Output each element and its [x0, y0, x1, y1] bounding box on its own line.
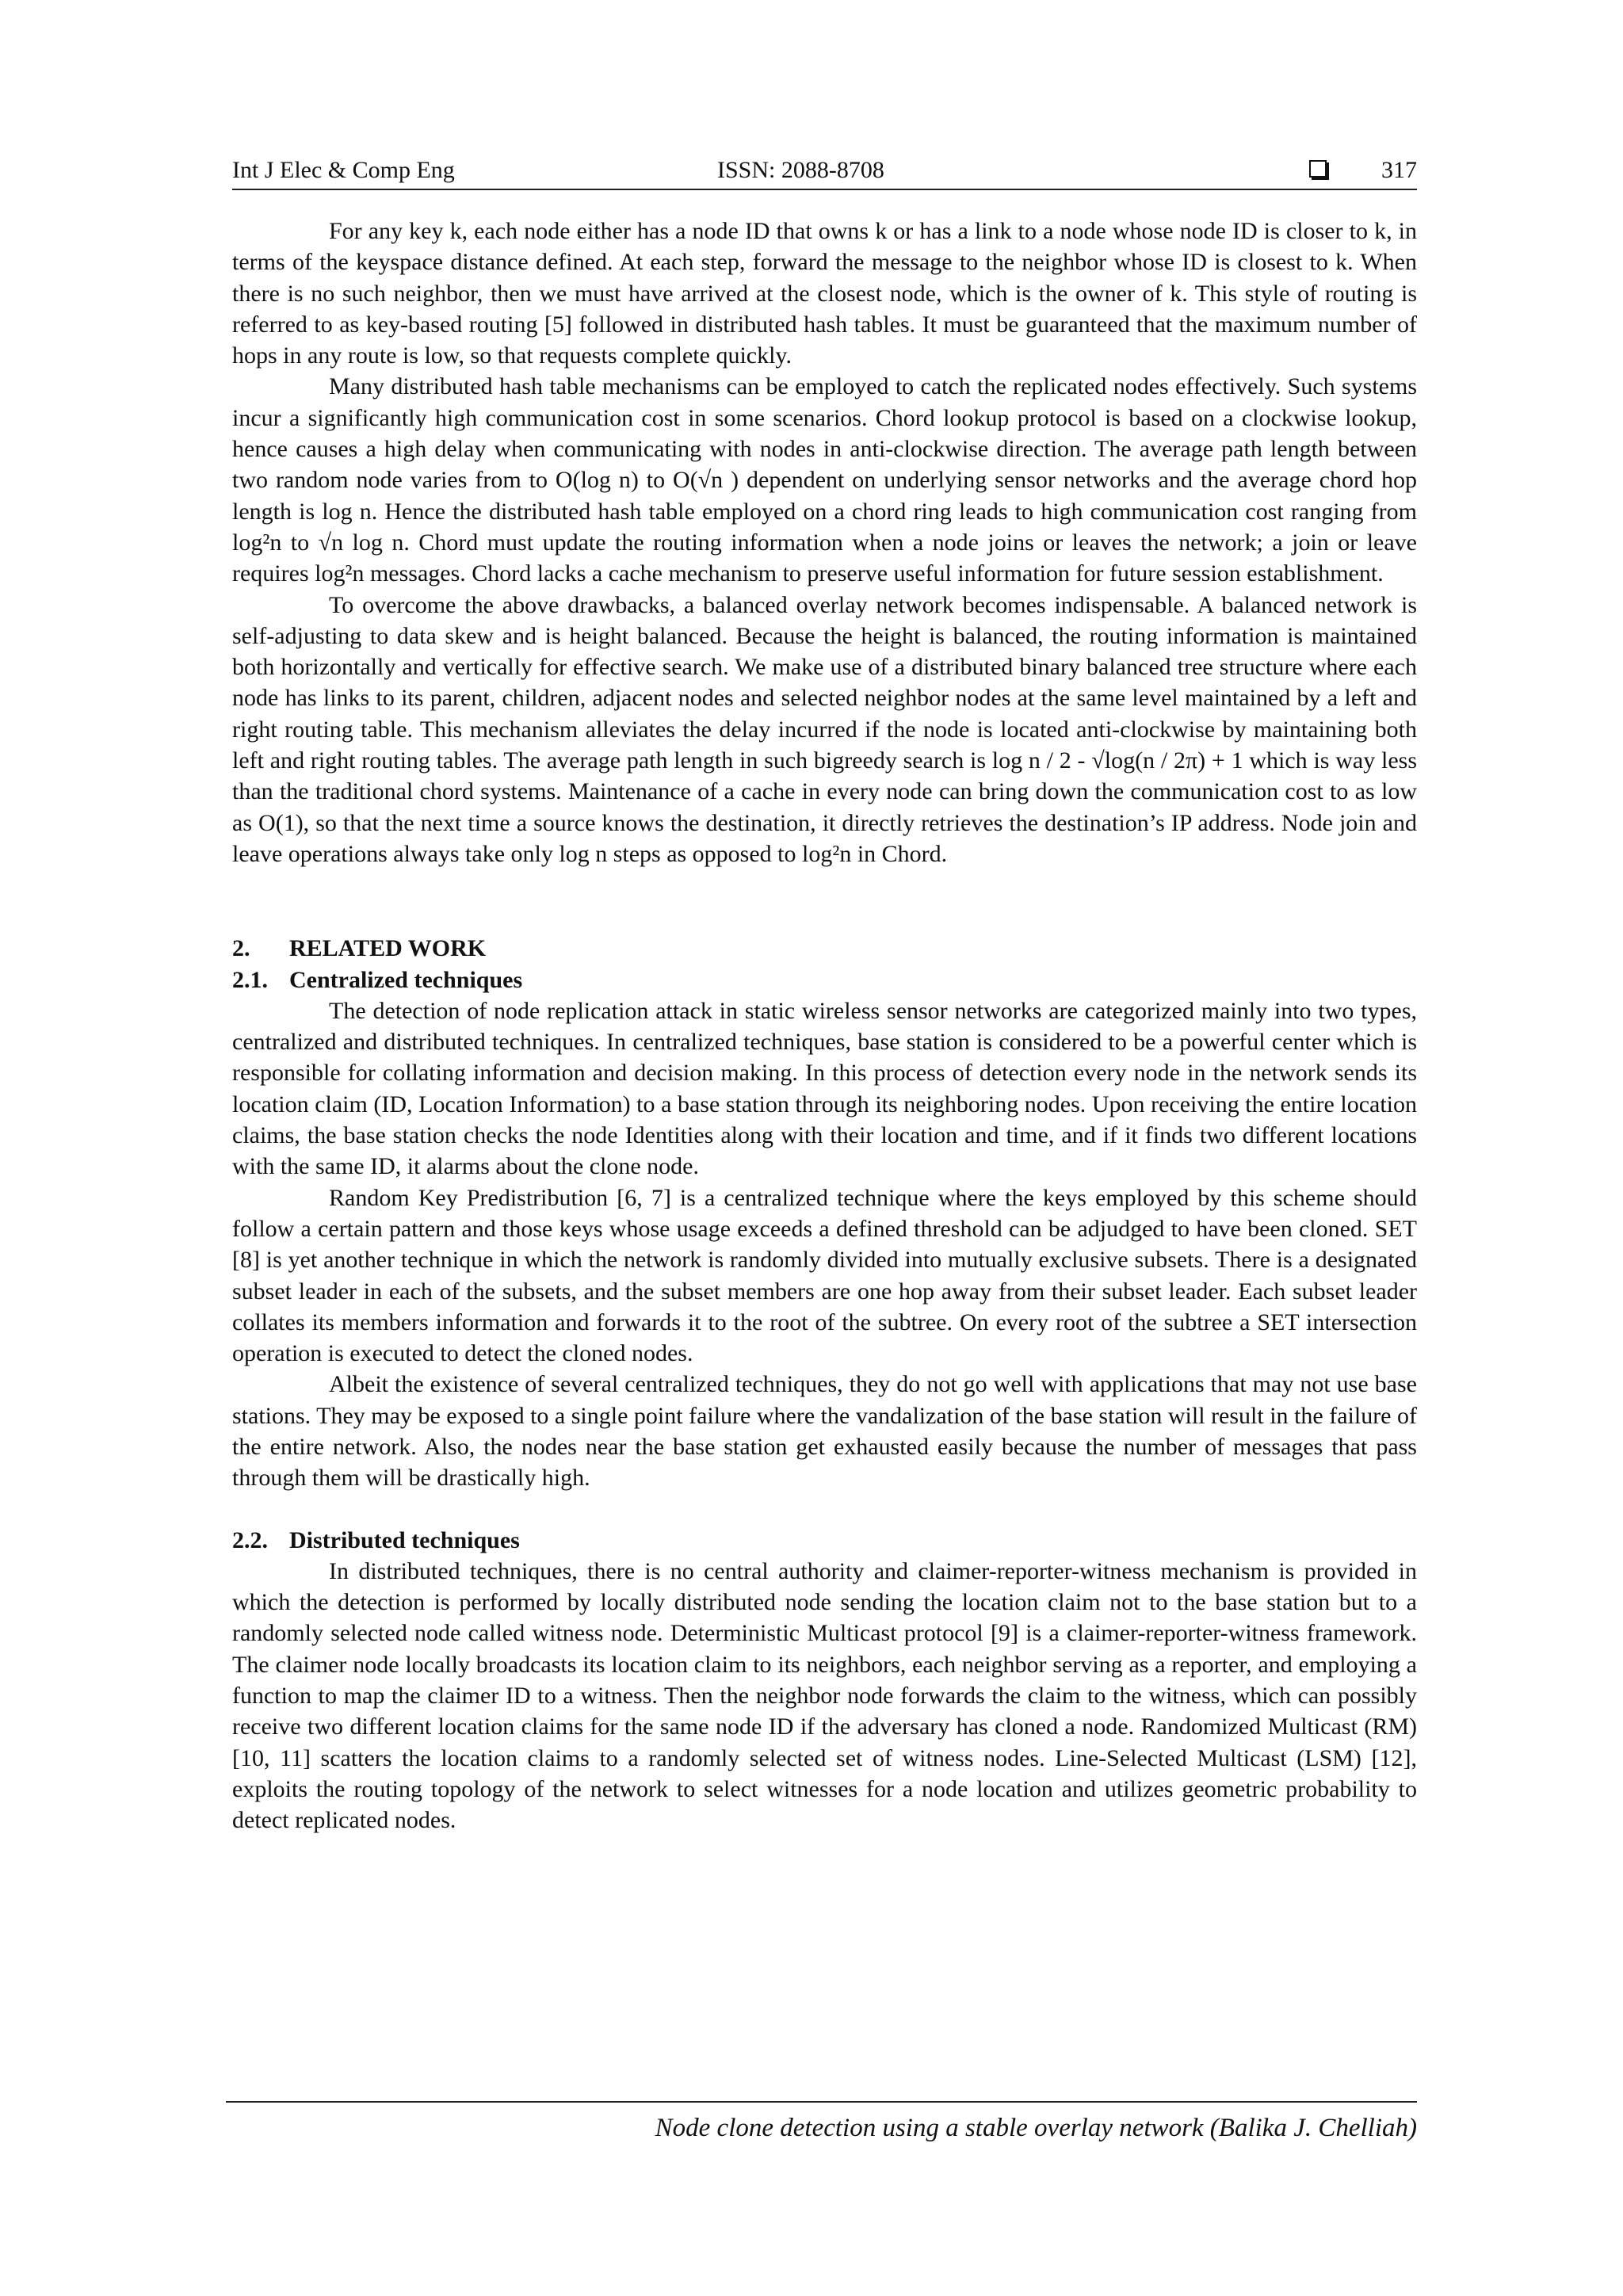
running-footer-title: Node clone detection using a stable overlay network (Balika J. Chelliah) — [655, 2114, 1417, 2142]
paragraph: In distributed techniques, there is no central authority and claimer-reporter-witness mechanism is provided in which the detection is performed by locally distributed node sending the location claim not to the base station but to a randomly selected node called witness node. Deterministic Multicast protocol [9] is a claimer-reporter-witness framework. The claimer node locally broadcasts its location claim to its neighbors, each neighbor serving as a reporter, and employing a function to map the claimer ID to a witness. Then the neighbor node forwards the claim to the witness, which can possibly receive two different location claims for the same node ID if the adversary has cloned a node. Randomized Multicast (RM) [10, 11] scatters the location claims to a randomly selected set of witness nodes. Line-Selected Multicast (LSM) [12], exploits the routing topology of the network to select witnesses for a node location and utilizes geometric probability to detect replicated nodes. — [232, 1557, 1417, 1834]
page-number: 317 — [1381, 157, 1417, 183]
paragraph: Albeit the existence of several centralized techniques, they do not go well with applications that may not use base stations. They may be exposed to a single point failure where the vandalization of the base station will result in the failure of the entire network. Also, the nodes near the base station get exhausted easily because the number of messages that pass through them will be drastically high. — [232, 1371, 1417, 1492]
subsection-heading-centralized — [232, 965, 1417, 995]
hollow-square-bullet-icon — [1309, 160, 1327, 178]
paragraph: Many distributed hash table mechanisms can be employed to catch the replicated nodes effectively. Such systems incur a significantly high communication cost in some scenarios. Chord lookup protocol is based on a clockwise lookup, hence causes a high delay when communicating with nodes in anti-clockwise direction. The average path length between two random node varies from to O(log n) to O(√n ) dependent on underlying sensor networks and the average chord hop length is log n. Hence the distributed hash table employed on a chord ring leads to high communication cost ranging from log²n to √n log n. Chord must update the routing information when a node joins or leaves the network; a join or leave requires log²n messages. Chord lacks a cache mechanism to preserve useful information for future session establishment. — [232, 373, 1417, 587]
section-number: 2. — [232, 935, 250, 962]
paragraph: Random Key Predistribution [6, 7] is a centralized technique where the keys employed by this scheme should follow a certain pattern and those keys whose usage exceeds a defined threshold can be adjudged to have been cloned. SET [8] is yet another technique in which the network is randomly divided into mutually exclusive subsets. There is a designated subset leader in each of the subsets, and the subset members are one hop away from their subset leader. Each subset leader collates its members information and forwards it to the root of the subtree. On every root of the subtree a SET intersection operation is executed to detect the cloned nodes. — [232, 1184, 1417, 1367]
main-text — [232, 216, 1417, 1836]
section-heading-related-work — [232, 933, 1417, 964]
paragraph: The detection of node replication attack in static wireless sensor networks are categorized mainly into two types, centralized and distributed techniques. In centralized techniques, base station is considered to be a powerful center which is responsible for collating information and decision making. In this process of detection every node in the network sends its location claim (ID, Location Information) to a base station through its neighboring nodes. Upon receiving the entire location claims, the base station checks the node Identities along with their location and time, and if it finds two different locations with the same ID, it alarms about the clone node. — [232, 997, 1417, 1180]
paragraph: To overcome the above drawbacks, a balanced overlay network becomes indispensable. A balanced network is self-adjusting to data skew and is height balanced. Because the height is balanced, the routing information is maintained both horizontally and vertically for effective search. We make use of a distributed binary balanced tree structure where each node has links to its parent, children, adjacent nodes and selected neighbor nodes at the same level maintained by a left and right routing table. This mechanism alleviates the delay incurred if the node is located anti-clockwise by maintaining both left and right routing tables. The average path length in such bigreedy search is log n / 2 - √log(n / 2π) + 1 which is way less than the traditional chord systems. Maintenance of a cache in every node can bring down the communication cost to as low as O(1), so that the next time a source knows the destination, it directly retrieves the destination’s IP address. Node join and leave operations always take only log n steps as opposed to log²n in Chord. — [232, 591, 1417, 867]
subsection-spacer — [232, 1494, 1417, 1525]
page-header — [232, 152, 1417, 190]
subsection-number: 2.1. — [232, 966, 268, 993]
paragraph: For any key k, each node either has a node ID that owns k or has a link to a node whose node ID is closer to k, in terms of the keyspace distance defined. At each step, forward the message to the neighbor whose ID is closest to k. When there is no such neighbor, then we must have arrived at the closest node, which is the owner of k. This style of routing is referred to as key-based routing [5] followed in distributed hash tables. It must be guaranteed that the maximum number of hops in any route is low, so that requests complete quickly. — [232, 218, 1417, 369]
section-title: RELATED WORK — [289, 935, 487, 962]
section-spacer — [232, 869, 1417, 933]
issn-label: ISSN: 2088-8708 — [717, 157, 884, 183]
footer-divider — [226, 2101, 1417, 2103]
subsection-title: Distributed techniques — [289, 1526, 520, 1553]
subsection-title: Centralized techniques — [289, 966, 523, 993]
subsection-heading-distributed — [232, 1525, 1417, 1556]
subsection-number: 2.2. — [232, 1526, 268, 1553]
journal-name: Int J Elec & Comp Eng — [232, 157, 455, 183]
